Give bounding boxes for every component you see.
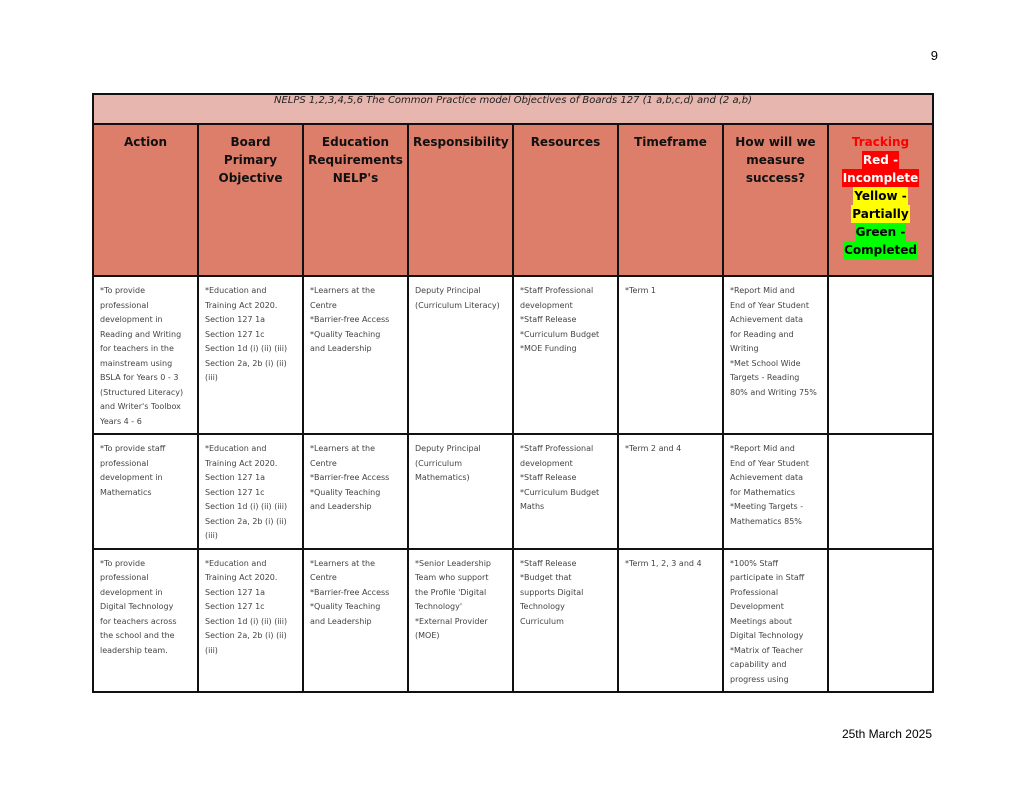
- header-line: measure: [746, 153, 805, 167]
- cell-line: *To provide: [100, 558, 146, 568]
- cell-line: *To provide staff: [100, 444, 166, 453]
- header-action: Action: [93, 124, 198, 276]
- cell-line: Training Act 2020.: [205, 573, 278, 582]
- tracking-red-label: Incomplete: [842, 171, 919, 185]
- cell-line: professional: [100, 458, 149, 468]
- cell-resources: [513, 549, 618, 693]
- page-number: 9: [930, 48, 938, 63]
- cell-line: Maths: [520, 502, 545, 511]
- cell-line: Team who support: [415, 573, 489, 582]
- cell-line: *Staff Release: [520, 473, 577, 482]
- table-row: [93, 434, 933, 549]
- cell-line: *To provide: [100, 286, 146, 295]
- cell-line: *Quality Teaching: [310, 602, 381, 611]
- cell-line: Training Act 2020.: [205, 300, 278, 310]
- cell-line: *Staff Release: [520, 315, 577, 324]
- header-timeframe: Timeframe: [618, 124, 723, 276]
- cell-timeframe: [618, 276, 723, 434]
- cell-line: *Matrix of Teacher: [730, 645, 804, 655]
- cell-line: *Term 1, 2, 3 and 4: [625, 558, 702, 568]
- cell-line: professional: [100, 573, 149, 582]
- tracking-green-label: Green -: [855, 225, 906, 239]
- header-line: Board Primary: [223, 135, 278, 167]
- cell-line: and Leadership: [310, 616, 372, 626]
- cell-line: (iii): [205, 645, 218, 655]
- cell-line: *Quality Teaching: [310, 487, 381, 497]
- cell-line: progress using: [730, 674, 789, 684]
- action-plan-table: [92, 93, 934, 693]
- cell-line: *Term 1: [625, 286, 657, 295]
- cell-line: Development: [730, 602, 784, 611]
- header-responsibility: Responsibility: [408, 124, 513, 276]
- cell-line: (Curriculum Literacy): [415, 300, 500, 310]
- cell-line: Section 127 1a: [205, 473, 266, 482]
- cell-education-requirements: [303, 434, 408, 549]
- cell-line: Technology': [415, 602, 463, 611]
- cell-line: Section 127 1c: [205, 487, 265, 497]
- cell-line: Section 2a, 2b (i) (ii): [205, 358, 287, 368]
- cell-line: Curriculum: [520, 616, 564, 626]
- cell-line: Mathematics 85%: [730, 516, 802, 526]
- cell-line: *Curriculum Budget: [520, 487, 600, 497]
- cell-line: development in: [100, 473, 163, 482]
- cell-line: *Staff Professional: [520, 286, 594, 295]
- cell-line: *Education and: [205, 286, 267, 295]
- cell-line: and Writer's Toolbox: [100, 402, 181, 411]
- cell-line: Section 1d (i) (ii) (iii): [205, 502, 288, 511]
- cell-line: Reading and Writing: [100, 329, 182, 339]
- cell-line: Section 127 1c: [205, 602, 265, 611]
- cell-line: *Education and: [205, 558, 267, 568]
- tracking-yellow-label: Yellow -: [854, 189, 907, 203]
- cell-line: *Barrier-free Access: [310, 473, 390, 482]
- cell-line: capability and: [730, 660, 787, 669]
- cell-line: Deputy Principal: [415, 444, 481, 453]
- cell-line: *Budget that: [520, 573, 572, 582]
- header-measure-success: [723, 124, 828, 276]
- tracking-title: Tracking: [851, 135, 910, 149]
- tracking-yellow-label: Partially: [852, 207, 909, 221]
- header-line: Requirements: [308, 153, 403, 167]
- table-title-row: [93, 94, 933, 124]
- cell-line: *100% Staff: [730, 558, 779, 568]
- cell-line: End of Year Student: [730, 300, 809, 310]
- cell-tracking[interactable]: [828, 549, 933, 693]
- cell-line: *Senior Leadership: [415, 558, 491, 568]
- cell-responsibility: [408, 549, 513, 693]
- cell-timeframe: [618, 549, 723, 693]
- table-title: NELPS 1,2,3,4,5,6 The Common Practice model Objectives of Boards 127 (1 a,b,c,d) and (2 a,b): [93, 94, 933, 124]
- cell-education-requirements: [303, 549, 408, 693]
- cell-line: leadership team.: [100, 645, 168, 655]
- cell-line: professional: [100, 300, 149, 310]
- cell-measure: [723, 549, 828, 693]
- cell-line: Centre: [310, 458, 337, 468]
- tracking-legend: [833, 133, 928, 259]
- header-line: Objective: [218, 171, 283, 185]
- header-board-primary-objective: [198, 124, 303, 276]
- cell-action: [93, 434, 198, 549]
- cell-line: Achievement data: [730, 473, 804, 482]
- cell-responsibility: [408, 434, 513, 549]
- cell-line: *Met School Wide: [730, 358, 801, 368]
- cell-timeframe: [618, 434, 723, 549]
- cell-line: Training Act 2020.: [205, 458, 278, 468]
- cell-tracking[interactable]: [828, 434, 933, 549]
- table-row: [93, 549, 933, 693]
- cell-line: *Report Mid and: [730, 286, 795, 295]
- cell-line: *Barrier-free Access: [310, 587, 390, 597]
- cell-board-objective: [198, 549, 303, 693]
- header-line: Education: [321, 135, 390, 149]
- cell-line: (MOE): [415, 631, 440, 640]
- cell-line: *Learners at the: [310, 286, 375, 295]
- cell-line: Section 127 1a: [205, 587, 266, 597]
- header-line: How will we: [735, 135, 816, 149]
- cell-line: participate in Staff: [730, 573, 805, 582]
- cell-line: and Leadership: [310, 502, 372, 511]
- cell-line: Meetings about: [730, 616, 793, 626]
- cell-line: *Term 2 and 4: [625, 444, 682, 453]
- cell-line: Section 2a, 2b (i) (ii): [205, 631, 287, 640]
- cell-line: development in: [100, 587, 163, 597]
- cell-line: *Learners at the: [310, 444, 375, 453]
- cell-line: mainstream using: [100, 358, 173, 368]
- cell-line: *Meeting Targets -: [730, 502, 804, 511]
- cell-line: BSLA for Years 0 - 3: [100, 373, 179, 382]
- cell-line: and Leadership: [310, 344, 372, 353]
- cell-line: Deputy Principal: [415, 286, 481, 295]
- cell-resources: [513, 276, 618, 434]
- cell-line: Digital Technology: [100, 602, 174, 611]
- cell-tracking[interactable]: [828, 276, 933, 434]
- cell-line: Section 1d (i) (ii) (iii): [205, 616, 288, 626]
- cell-line: Section 127 1a: [205, 315, 266, 324]
- cell-line: Targets - Reading: [730, 373, 800, 382]
- cell-line: *Barrier-free Access: [310, 315, 390, 324]
- cell-line: *Learners at the: [310, 558, 375, 568]
- cell-line: (iii): [205, 373, 218, 382]
- cell-board-objective: [198, 276, 303, 434]
- cell-board-objective: [198, 434, 303, 549]
- cell-line: Professional: [730, 587, 779, 597]
- cell-line: Mathematics): [415, 473, 470, 482]
- cell-line: development: [520, 300, 573, 310]
- cell-line: Centre: [310, 573, 337, 582]
- header-tracking: [828, 124, 933, 276]
- tracking-red-label: Red -: [862, 153, 899, 167]
- cell-line: the Profile 'Digital: [415, 587, 487, 597]
- cell-line: development in: [100, 315, 163, 324]
- cell-measure: [723, 276, 828, 434]
- header-line: success?: [745, 171, 806, 185]
- cell-line: *MOE Funding: [520, 344, 577, 353]
- cell-line: Years 4 - 6: [100, 416, 142, 426]
- cell-line: (Structured Literacy): [100, 387, 184, 397]
- cell-line: *Staff Release: [520, 558, 577, 568]
- header-row: [93, 124, 933, 276]
- cell-line: *Quality Teaching: [310, 329, 381, 339]
- cell-line: Section 127 1c: [205, 329, 265, 339]
- cell-line: the school and the: [100, 631, 175, 640]
- cell-line: 80% and Writing 75%: [730, 387, 817, 397]
- cell-line: Section 2a, 2b (i) (ii): [205, 516, 287, 526]
- cell-line: Technology: [520, 602, 565, 611]
- cell-line: (Curriculum: [415, 458, 462, 468]
- tracking-green-label: Completed: [844, 243, 917, 257]
- cell-line: Digital Technology: [730, 631, 804, 640]
- header-education-requirements: [303, 124, 408, 276]
- cell-line: for Reading and: [730, 329, 794, 339]
- cell-line: supports Digital: [520, 587, 584, 597]
- cell-responsibility: [408, 276, 513, 434]
- cell-line: (iii): [205, 531, 218, 540]
- cell-action: [93, 549, 198, 693]
- header-resources: Resources: [513, 124, 618, 276]
- cell-line: Section 1d (i) (ii) (iii): [205, 344, 288, 353]
- cell-line: *Curriculum Budget: [520, 329, 600, 339]
- cell-line: Mathematics: [100, 487, 152, 497]
- cell-line: *Report Mid and: [730, 444, 795, 453]
- cell-measure: [723, 434, 828, 549]
- cell-line: *External Provider: [415, 616, 488, 626]
- cell-education-requirements: [303, 276, 408, 434]
- cell-line: development: [520, 458, 573, 468]
- cell-line: Centre: [310, 300, 337, 310]
- cell-line: for teachers in the: [100, 344, 174, 353]
- cell-line: *Education and: [205, 444, 267, 453]
- cell-line: End of Year Student: [730, 458, 809, 468]
- table-row: [93, 276, 933, 434]
- cell-line: Achievement data: [730, 315, 804, 324]
- cell-line: for teachers across: [100, 616, 177, 626]
- cell-line: for Mathematics: [730, 487, 796, 497]
- cell-line: *Staff Professional: [520, 444, 594, 453]
- cell-action: [93, 276, 198, 434]
- cell-line: Writing: [730, 344, 759, 353]
- footer-date: 25th March 2025: [841, 727, 932, 741]
- cell-resources: [513, 434, 618, 549]
- header-line: NELP's: [332, 171, 379, 185]
